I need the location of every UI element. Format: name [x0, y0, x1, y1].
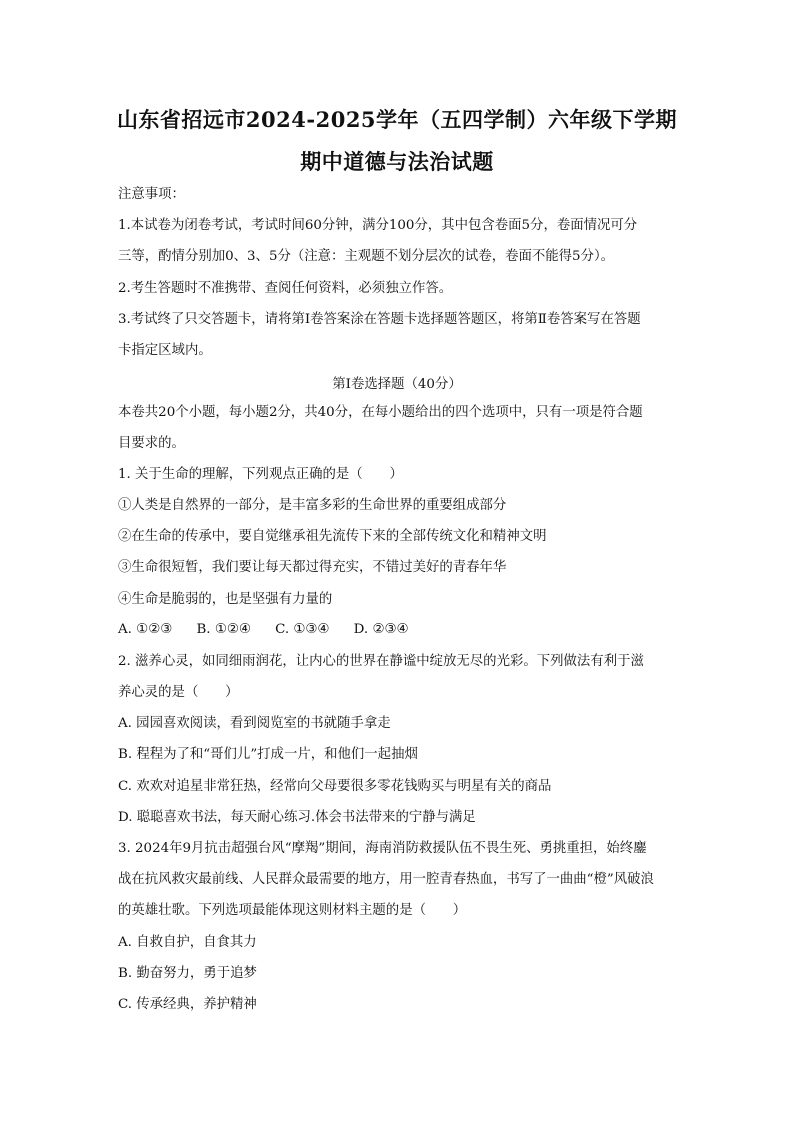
- question-2-option-b: B. 程程为了和“哥们儿”打成一片，和他们一起抽烟: [118, 747, 418, 762]
- question-1-stem: 1. 关于生命的理解，下列观点正确的是（ ）: [118, 467, 403, 482]
- document-title-line-1: 山东省招远市2024-2025学年（五四学制）六年级下学期: [116, 107, 678, 132]
- question-3-stem-line-3: 的英雄壮歌。下列选项最能体现这则材料主题的是（ ）: [118, 903, 467, 918]
- notice-item-2: 2.考生答题时不准携带、查阅任何资料，必须独立作答。: [118, 281, 453, 296]
- question-1-option-b: B. ①②④: [196, 622, 251, 637]
- question-3-option-c: C. 传承经典，养护精神: [118, 997, 257, 1012]
- section-1-intro-line-2: 目要求的。: [118, 436, 185, 451]
- question-1-option-c: C. ①③④: [275, 622, 330, 637]
- question-2-stem-line-2: 养心灵的是（ ）: [118, 685, 239, 700]
- notice-item-1-line-1: 1.本试卷为闭卷考试，考试时间60分钟，满分100分，其中包含卷面5分，卷面情况可分: [118, 218, 638, 233]
- section-1-heading: 第Ⅰ卷选择题（40分）: [332, 377, 462, 392]
- question-3-stem-line-1: 3. 2024年9月抗击超强台风“摩羯”期间，海南消防救援队伍不畏生死、勇挑重担，始终鏖: [118, 841, 647, 856]
- section-1-intro-line-1: 本卷共20个小题，每小题2分，共40分，在每小题给出的四个选项中，只有一项是符合题: [118, 405, 643, 420]
- question-1-statement-1: ①人类是自然界的一部分，是丰富多彩的生命世界的重要组成部分: [118, 498, 507, 513]
- question-1-options: [118, 622, 428, 637]
- question-1-statement-3: ③生命很短暂，我们要让每天都过得充实，不错过美好的青春年华: [118, 560, 507, 575]
- document-title-line-2: 期中道德与法治试题: [300, 149, 494, 174]
- notice-item-3-line-2: 卡指定区域内。: [118, 343, 212, 358]
- question-1-option-d: D. ②③④: [353, 622, 409, 637]
- notice-heading: 注意事项：: [118, 187, 185, 202]
- question-1-statement-2: ②在生命的传承中，要自觉继承祖先流传下来的全部传统文化和精神文明: [118, 529, 547, 544]
- notice-item-3-line-1: 3.考试终了只交答题卡，请将第Ⅰ卷答案涂在答题卡选择题答题区，将第Ⅱ卷答案写在答题: [118, 312, 641, 327]
- question-3-stem-line-2: 战在抗风救灾最前线、人民群众最需要的地方，用一腔青春热血，书写了一曲曲“橙”风破浪: [118, 872, 654, 887]
- question-1-option-a: A. ①②③: [118, 622, 173, 637]
- question-2-stem-line-1: 2. 滋养心灵，如同细雨润花，让内心的世界在静谧中绽放无尽的光彩。下列做法有利于滋: [118, 654, 644, 669]
- notice-item-1-line-2: 三等，酌情分别加0、3、5分（注意：主观题不划分层次的试卷，卷面不能得5分）。: [118, 249, 615, 264]
- question-2-option-a: A. 园园喜欢阅读，看到阅览室的书就随手拿走: [118, 716, 391, 731]
- question-3-option-b: B. 勤奋努力，勇于追梦: [118, 966, 257, 981]
- question-2-option-c: C. 欢欢对追星非常狂热，经常向父母要很多零花钱购买与明星有关的商品: [118, 779, 552, 794]
- question-1-statement-4: ④生命是脆弱的，也是坚强有力量的: [118, 592, 333, 607]
- question-3-option-a: A. 自救自护，自食其力: [118, 935, 257, 950]
- question-2-option-d: D. 聪聪喜欢书法，每天耐心练习.体会书法带来的宁静与满足: [118, 810, 476, 825]
